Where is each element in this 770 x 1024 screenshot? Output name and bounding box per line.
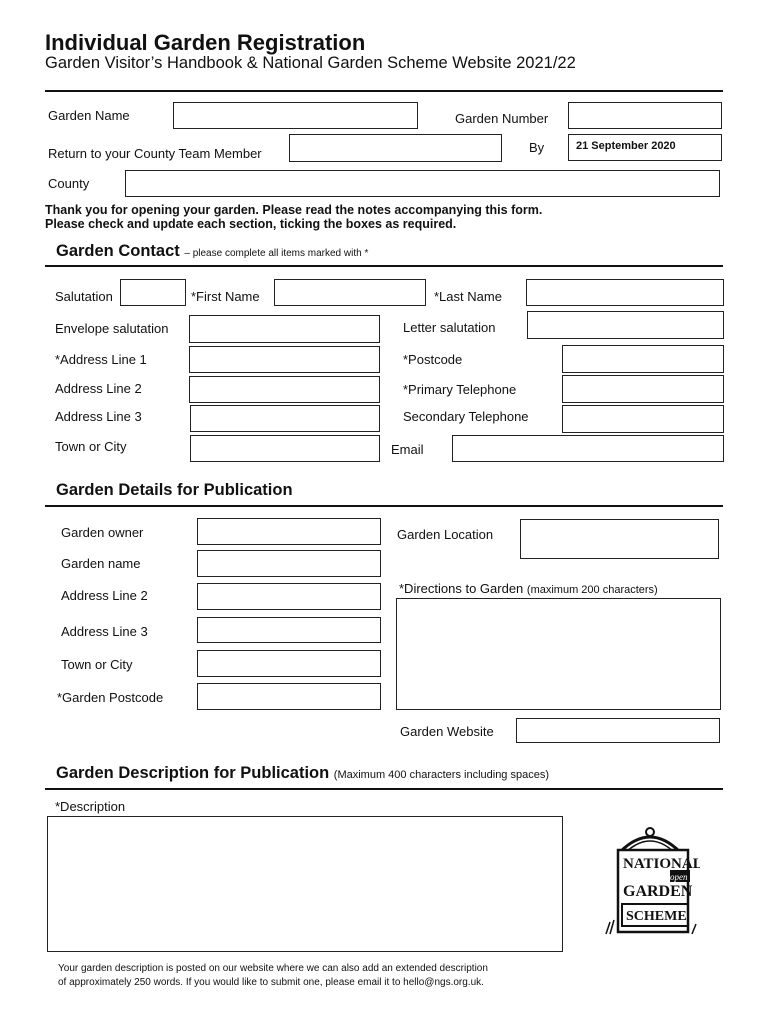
details-address-line-2-input[interactable] — [197, 583, 381, 610]
address-line-3-label: Address Line 3 — [55, 409, 142, 424]
intro-line-1: Thank you for opening your garden. Please read the notes accompanying this form. — [45, 203, 543, 217]
directions-note: (maximum 200 characters) — [526, 584, 658, 596]
description-label: *Description — [55, 799, 126, 814]
garden-number-label: Garden Number — [455, 111, 549, 126]
salutation-input[interactable] — [120, 279, 186, 306]
description-textarea[interactable] — [47, 816, 563, 952]
details-address-line-3-input[interactable] — [197, 617, 381, 643]
postcode-label: *Postcode — [403, 352, 463, 367]
garden-location-input[interactable] — [520, 519, 719, 559]
logo-line-1: NATIONAL — [623, 856, 700, 872]
intro-text — [45, 203, 542, 231]
town-city-input[interactable] — [190, 435, 380, 462]
footer-line-1: Your garden description is posted on our website where we can also add an extended description — [58, 963, 488, 974]
first-name-label: *First Name — [191, 289, 260, 304]
garden-postcode-label: *Garden Postcode — [57, 690, 164, 705]
town-city-label: Town or City — [55, 439, 127, 454]
details-divider — [45, 505, 723, 507]
details-town-city-label: Town or City — [61, 657, 133, 672]
garden-owner-input[interactable] — [197, 518, 381, 545]
details-garden-name-input[interactable] — [197, 550, 381, 577]
envelope-salutation-label: Envelope salutation — [55, 321, 169, 336]
footer-line-2: of approximately 250 words. If you would like to submit one, please email it to hello@ngs.org.uk. — [58, 977, 484, 988]
last-name-input[interactable] — [526, 279, 724, 306]
description-heading-note: (Maximum 400 characters including spaces) — [333, 769, 549, 781]
county-label: County — [48, 176, 90, 191]
garden-postcode-input[interactable] — [197, 683, 381, 710]
logo-line-2: open — [670, 872, 688, 882]
letter-salutation-input[interactable] — [527, 311, 724, 339]
page-title: Individual Garden Registration — [45, 30, 366, 55]
details-heading: Garden Details for Publication — [56, 481, 293, 499]
directions-textarea[interactable] — [396, 598, 721, 710]
postcode-input[interactable] — [562, 345, 724, 373]
last-name-label: *Last Name — [434, 289, 502, 304]
primary-telephone-input[interactable] — [562, 375, 724, 403]
email-input[interactable] — [452, 435, 724, 462]
county-input[interactable] — [125, 170, 720, 197]
address-line-2-input[interactable] — [189, 376, 380, 403]
national-garden-scheme-logo — [600, 822, 700, 942]
envelope-salutation-input[interactable] — [189, 315, 380, 343]
garden-name-input[interactable] — [173, 102, 418, 129]
details-garden-name-label: Garden name — [61, 556, 141, 571]
garden-owner-label: Garden owner — [61, 525, 144, 540]
garden-location-label: Garden Location — [397, 527, 494, 542]
address-line-1-label: *Address Line 1 — [55, 352, 147, 367]
salutation-label: Salutation — [55, 289, 113, 304]
description-divider — [45, 788, 723, 790]
logo-line-4: SCHEME — [626, 909, 687, 924]
county-team-member-input[interactable] — [289, 134, 502, 162]
by-date: 21 September 2020 — [568, 134, 722, 161]
email-label: Email — [391, 442, 424, 457]
garden-website-label: Garden Website — [400, 724, 494, 739]
description-heading: Garden Description for Publication (Maximum 400 characters including spaces) — [56, 764, 549, 782]
garden-website-input[interactable] — [516, 718, 720, 743]
garden-name-label: Garden Name — [48, 108, 130, 123]
address-line-3-input[interactable] — [190, 405, 380, 432]
header-divider — [45, 90, 723, 92]
details-town-city-input[interactable] — [197, 650, 381, 677]
by-label: By — [529, 140, 545, 155]
primary-telephone-label: *Primary Telephone — [403, 382, 517, 397]
gate-logo-icon — [600, 822, 700, 942]
intro-line-2: Please check and update each section, ticking the boxes as required. — [45, 217, 457, 231]
contact-divider — [45, 265, 723, 267]
page-subtitle: Garden Visitor’s Handbook & National Garden Scheme Website 2021/22 — [45, 54, 576, 72]
directions-label: *Directions to Garden (maximum 200 characters) — [399, 581, 658, 596]
secondary-telephone-label: Secondary Telephone — [403, 409, 529, 424]
garden-number-input[interactable] — [568, 102, 722, 129]
address-line-1-input[interactable] — [189, 346, 380, 373]
first-name-input[interactable] — [274, 279, 426, 306]
description-footer — [58, 962, 488, 990]
logo-line-3: GARDEN — [623, 883, 693, 900]
secondary-telephone-input[interactable] — [562, 405, 724, 433]
details-address-line-3-label: Address Line 3 — [61, 624, 148, 639]
contact-heading: Garden Contact – please complete all items marked with * — [56, 242, 369, 260]
return-label: Return to your County Team Member — [48, 146, 262, 161]
address-line-2-label: Address Line 2 — [55, 381, 142, 396]
details-address-line-2-label: Address Line 2 — [61, 588, 148, 603]
letter-salutation-label: Letter salutation — [403, 320, 496, 335]
contact-heading-note: – please complete all items marked with * — [184, 248, 369, 259]
